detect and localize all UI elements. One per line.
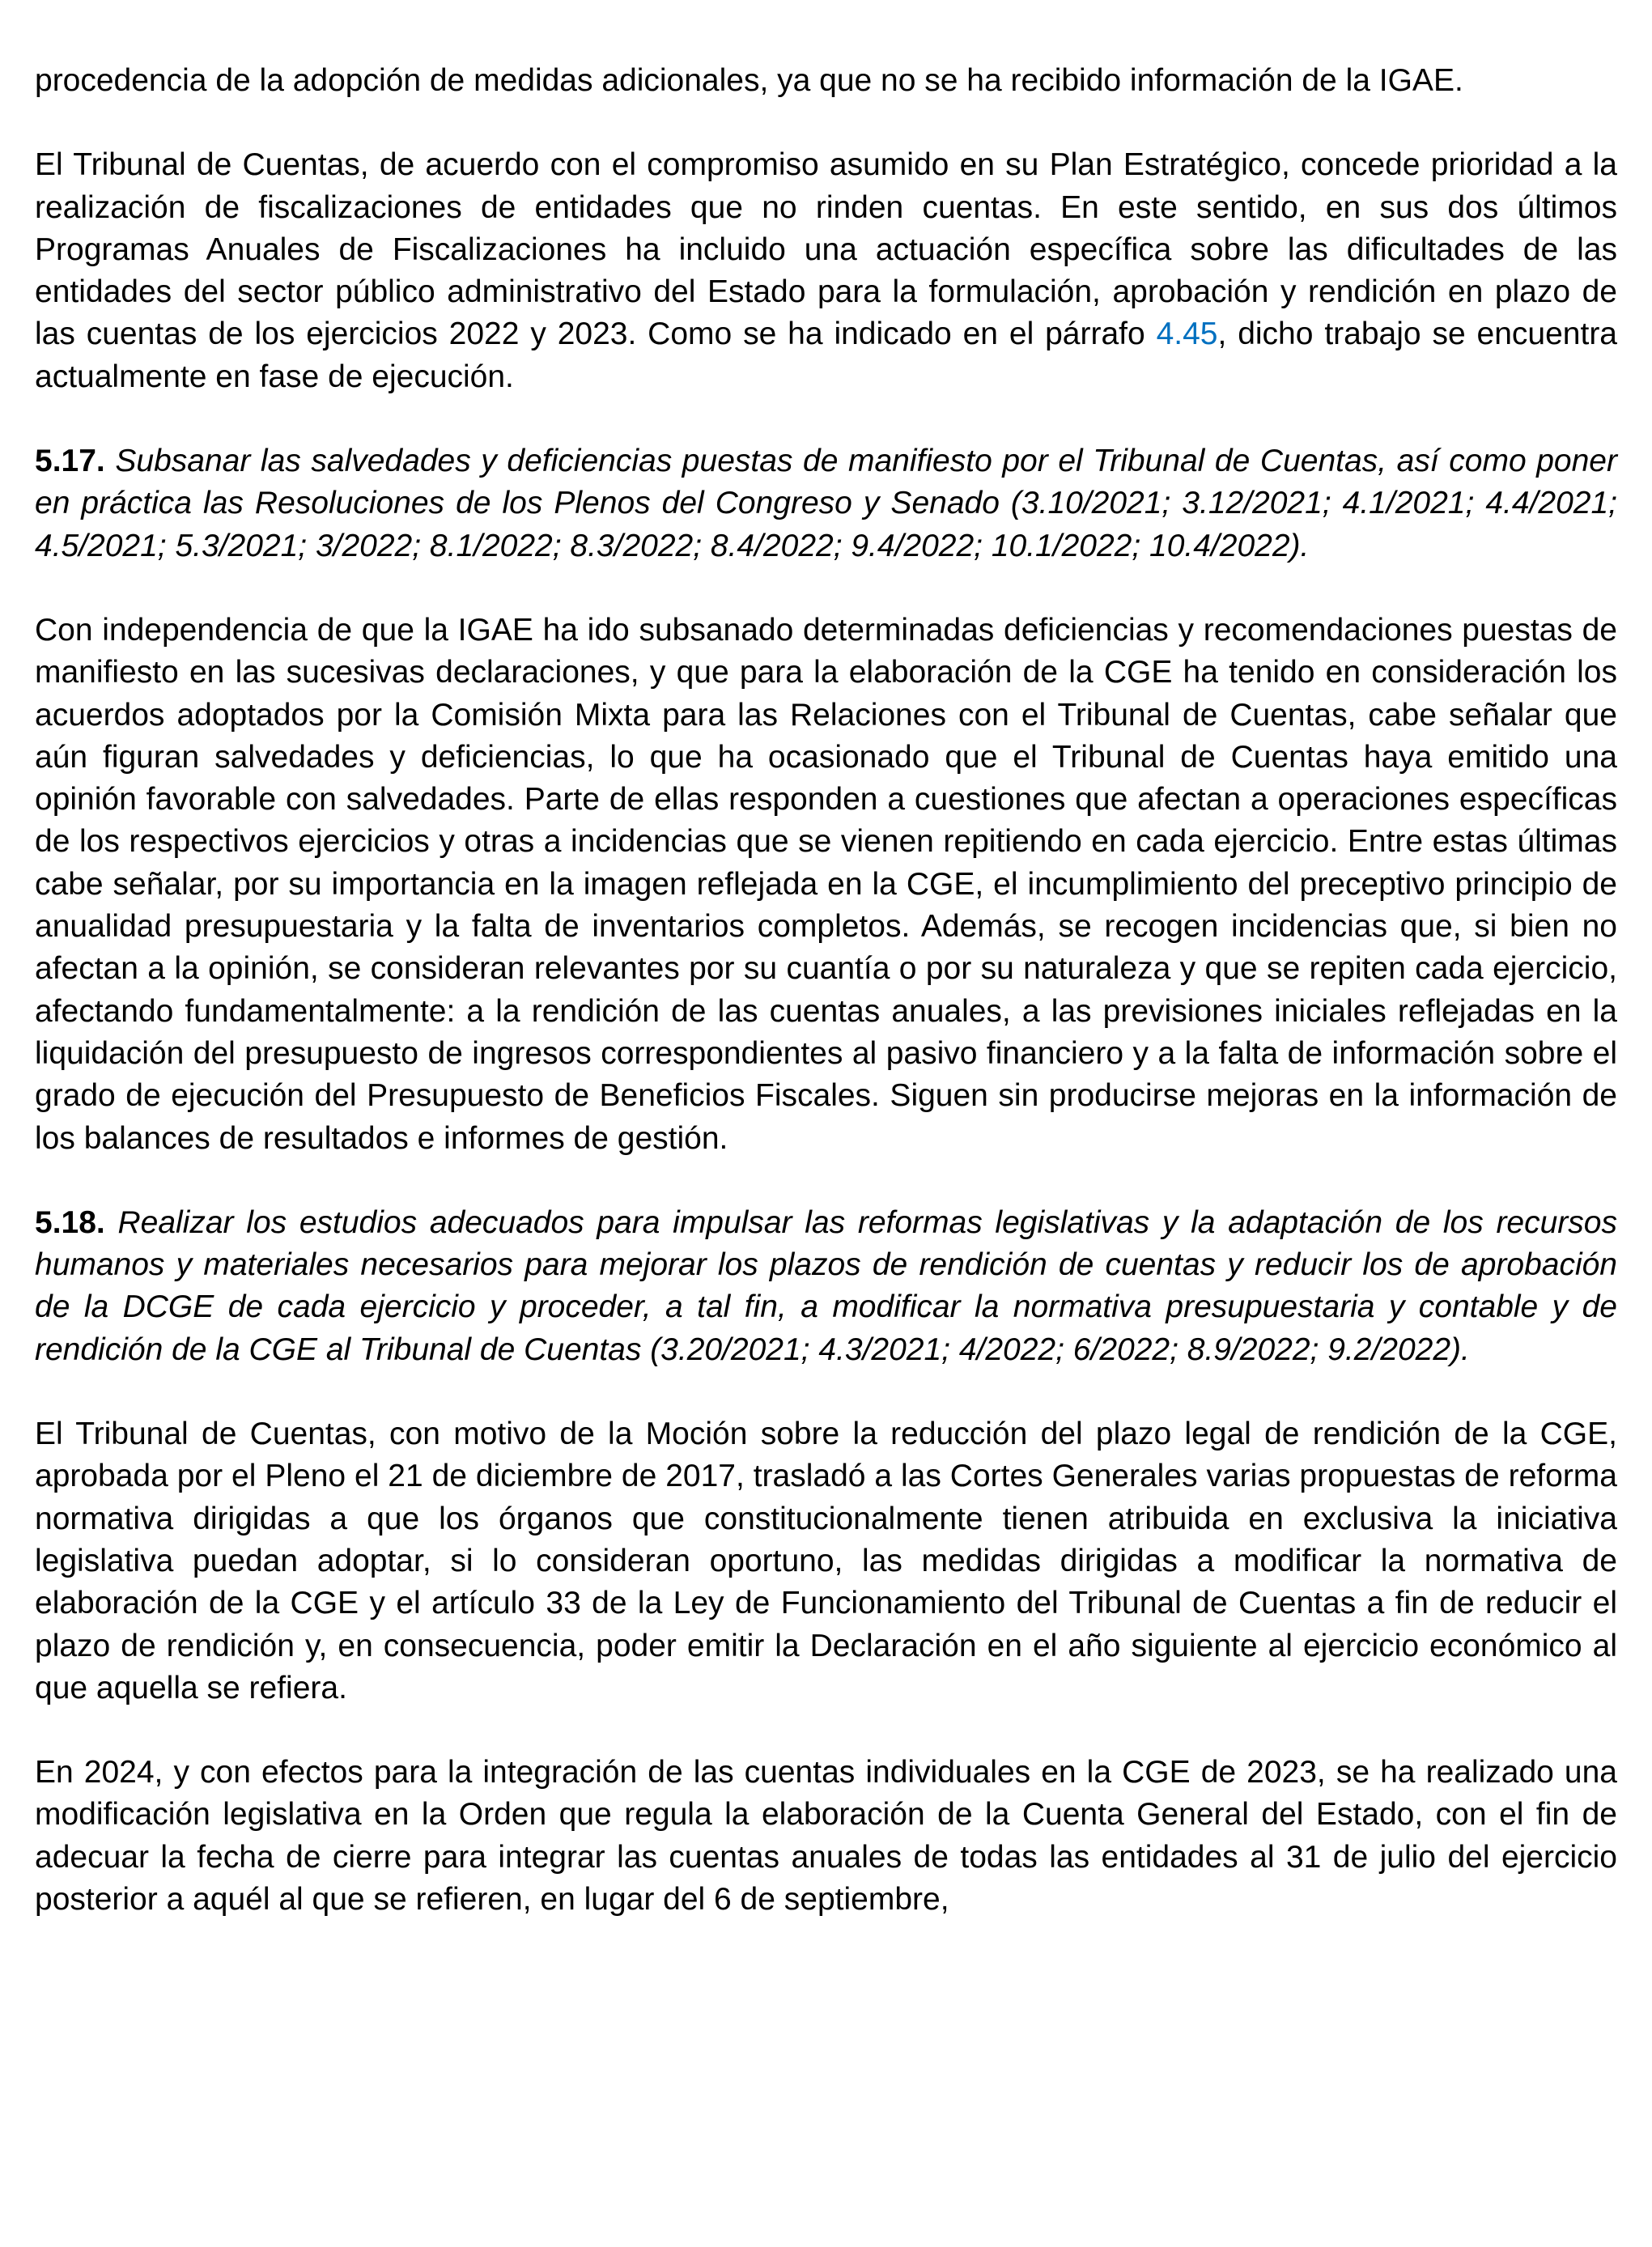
paragraph-strategic-plan <box>35 144 1617 398</box>
spacer <box>35 1160 1617 1202</box>
recommendation-5-17 <box>35 440 1617 567</box>
paragraph-mocion: El Tribunal de Cuentas, con motivo de la Moción sobre la reducción del plazo legal de rendición de la CGE, aprobada por el Pleno el 21 de diciembre de 2017, trasladó a las Cortes Generales varias propuestas de reforma normativa dirigidas a que los órganos que constitucionalmente tienen atribuida en exclusiva la iniciativa legislativa puedan adoptar, si lo consideran oportuno, las medidas dirigidas a modificar la normativa de elaboración de la CGE y el artículo 33 de la Ley de Funcionamiento del Tribunal de Cuentas a fin de reducir el plazo de rendición y, en consecuencia, poder emitir la Declaración en el año siguiente al ejercicio económico al que aquella se refiera. <box>35 1417 1617 1705</box>
paragraph-2024-modification: En 2024, y con efectos para la integración de las cuentas individuales en la CGE de 2023, se ha realizado una modificación legislativa en la Orden que regula la elaboración de la Cuenta General del Estado, con el fin de adecuar la fecha de cierre para integrar las cuentas anuales de todas las entidades al 31 de julio del ejercicio posterior a aquél al que se refieren, en lugar del 6 de septiembre, <box>35 1755 1617 1917</box>
paragraph-text: , dicho trabajo se encuentra actualmente en fase de ejecución. <box>35 316 1617 394</box>
paragraph-salvedades: Con independencia de que la IGAE ha ido subsanado determinadas deficiencias y recomendaciones puestas de manifiesto en las sucesivas declaraciones, y que para la elaboración de la CGE ha tenido en consideración los acuerdos adoptados por la Comisión Mixta para las Relaciones con el Tribunal de Cuentas, cabe señalar que aún figuran salvedades y deficiencias, lo que ha ocasionado que el Tribunal de Cuentas haya emitido una opinión favorable con salvedades. Parte de ellas responden a cuestiones que afectan a operaciones específicas de los respectivos ejercicios y otras a incidencias que se vienen repitiendo en cada ejercicio. Entre estas últimas cabe señalar, por su importancia en la imagen reflejada en la CGE, el incumplimiento del preceptivo principio de anualidad presupuestaria y la falta de inventarios completos. Además, se recogen incidencias que, si bien no afectan a la opinión, se consideran relevantes por su cuantía o por su naturaleza y que se repiten cada ejercicio, afectando fundamentalmente: a la rendición de las cuentas anuales, a las previsiones iniciales reflejadas en la liquidación del presupuesto de ingresos correspondientes al pasivo financiero y a la falta de información sobre el grado de ejecución del Presupuesto de Beneficios Fiscales. Siguen sin producirse mejoras en la información de los balances de resultados e informes de gestión. <box>35 612 1617 1156</box>
spacer <box>35 102 1617 144</box>
spacer <box>35 1710 1617 1752</box>
recommendation-text: Realizar los estudios adecuados para impulsar las reformas legislativas y la adaptación de los recursos humanos y materiales necesarios para mejorar los plazos de rendición de cuentas y reducir los de aprobación de la DCGE de cada ejercicio y proceder, a tal fin, a modificar la normativa presupuestaria y contable y de rendición de la CGE al Tribunal de Cuentas (3.20/2021; 4.3/2021; 4/2022; 6/2022; 8.9/2022; 9.2/2022). <box>35 1204 1617 1367</box>
spacer <box>35 398 1617 440</box>
document-page <box>35 60 1617 1921</box>
paragraph-text: El Tribunal de Cuentas, de acuerdo con el compromiso asumido en su Plan Estratégico, concede prioridad a la realización de fiscalizaciones de entidades que no rinden cuentas. En este sentido, en sus dos últimos Programas Anuales de Fiscalizaciones ha incluido una actuación específica sobre las dificultades de las entidades del sector público administrativo del Estado para la formulación, aprobación y rendición en plazo de las cuentas de los ejercicios 2022 y 2023. Como se ha indicado en el párrafo <box>35 147 1617 352</box>
paragraph-reference-link[interactable]: 4.45 <box>1156 316 1218 352</box>
recommendation-5-18 <box>35 1202 1617 1371</box>
recommendation-number: 5.17. <box>35 444 105 479</box>
recommendation-text: Subsanar las salvedades y deficiencias puestas de manifiesto por el Tribunal de Cuentas, así como poner en práctica las Resoluciones de los Plenos del Congreso y Senado (3.10/2021; 3.12/2021; 4.1/2021; 4.4/2021; 4.5/2021; 5.3/2021; 3/2022; 8.1/2022; 8.3/2022; 8.4/2022; 9.4/2022; 10.1/2022; 10.4/2022). <box>35 444 1617 563</box>
paragraph-continuation: procedencia de la adopción de medidas adicionales, ya que no se ha recibido información de la IGAE. <box>35 63 1463 98</box>
spacer <box>35 1371 1617 1413</box>
recommendation-number: 5.18. <box>35 1204 105 1240</box>
spacer <box>35 567 1617 610</box>
